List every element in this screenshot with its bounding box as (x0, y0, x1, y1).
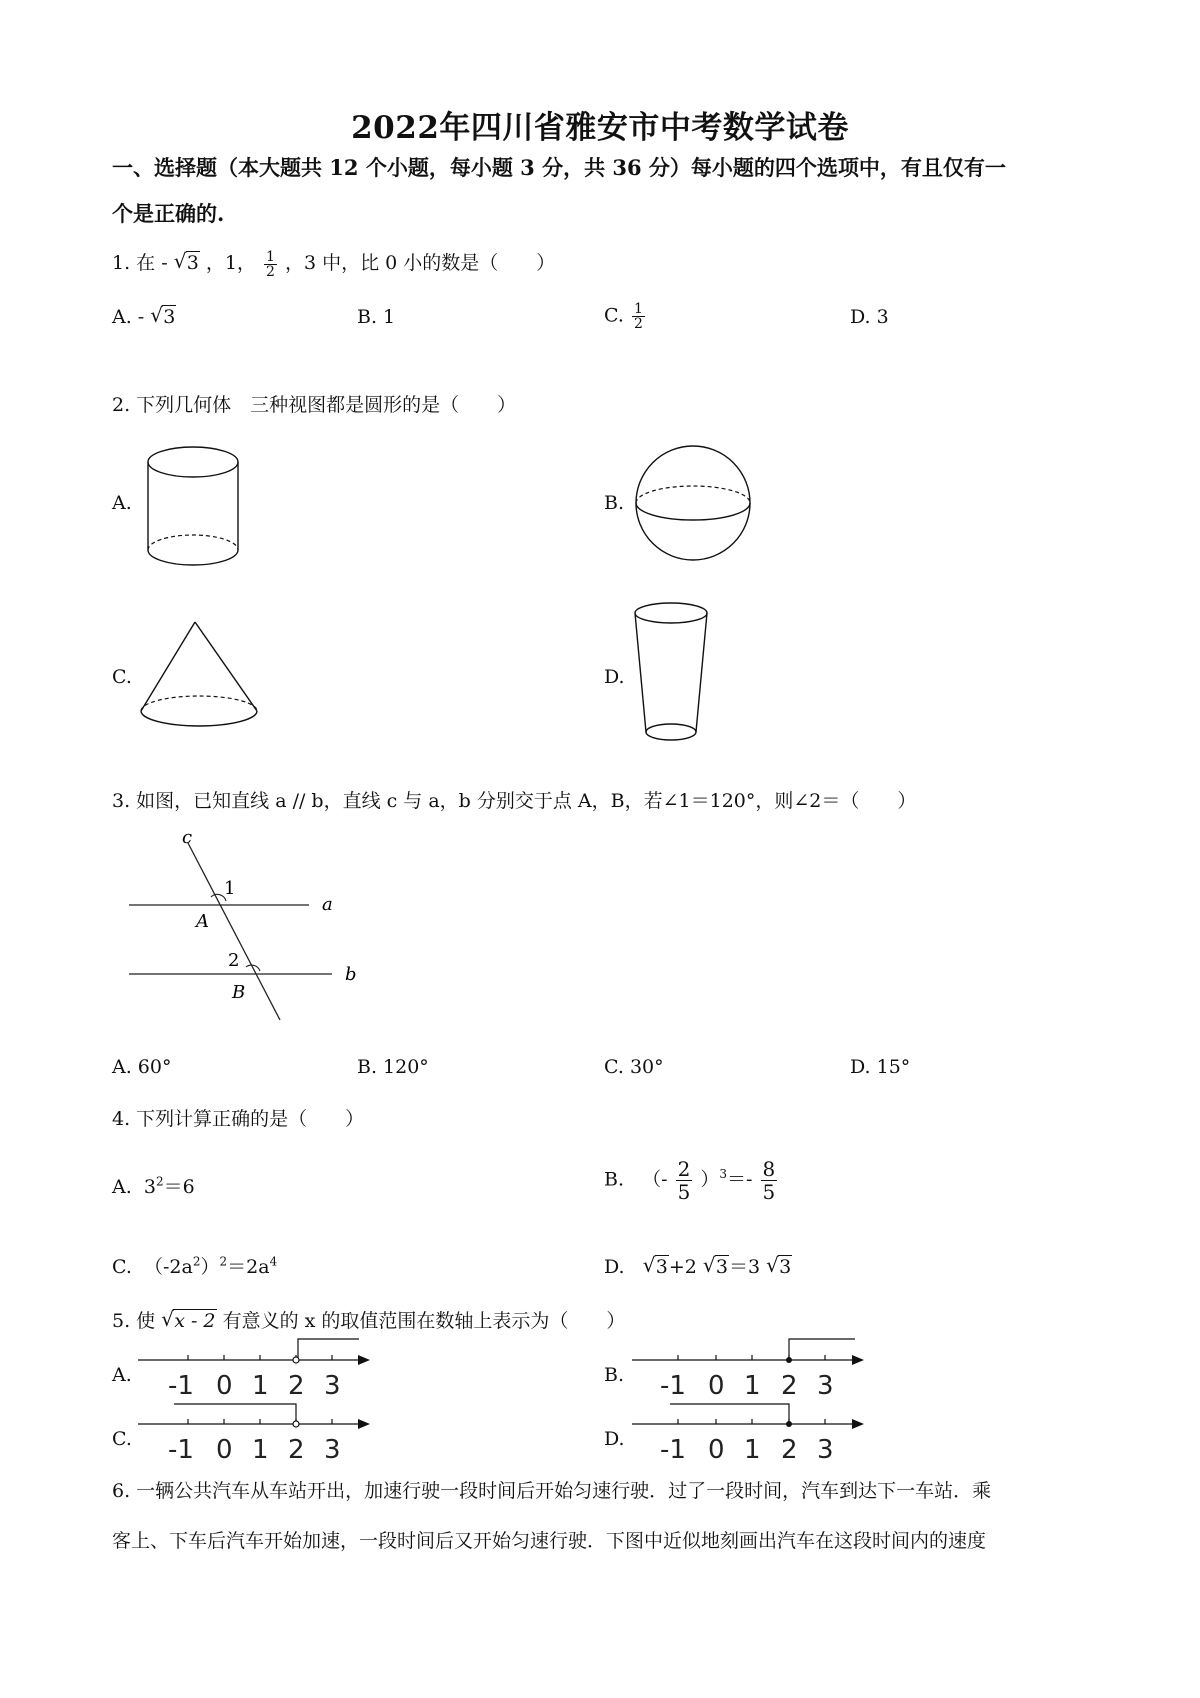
q4-option-d (604, 1252, 792, 1279)
tick-label: -1 (660, 1371, 686, 1401)
q4-option-d-sqrt-1: √ 3 (642, 1253, 668, 1278)
tick-label: 0 (708, 1371, 725, 1401)
q1-text-post: ，3 中，比 0 小的数是（ ） (284, 252, 556, 274)
q1-option-c-num: 1 (633, 301, 643, 317)
q1-option-c-fraction (632, 302, 645, 331)
tick-label: 1 (252, 1435, 269, 1465)
cylinder-figure (140, 440, 250, 570)
cup-figure (630, 598, 720, 753)
q4-option-c-eq: ＝2a (227, 1256, 270, 1278)
tick-label: 1 (744, 1371, 761, 1401)
tick-label: 3 (817, 1435, 834, 1465)
q4-option-b-num: 2 (677, 1157, 691, 1181)
q4-option-b-exp: 3 (719, 1167, 728, 1182)
tick-label: 0 (216, 1371, 233, 1401)
q4-option-a-rest: ＝6 (163, 1176, 195, 1198)
section-heading-line2: 个是正确的. (112, 201, 225, 226)
tick-label: -1 (660, 1435, 686, 1465)
tick-label: 2 (288, 1371, 305, 1401)
q1-radicand: 3 (186, 252, 199, 274)
q1-option-a-sqrt: √ 3 (150, 303, 176, 328)
q1-fraction-num: 1 (265, 248, 275, 265)
q4-option-d-rad-3: 3 (779, 1256, 792, 1278)
question-4: 4. 下列计算正确的是（ ） (112, 1108, 365, 1130)
q4-option-b-pre: （- (642, 1168, 668, 1191)
q4-option-d-rad-1: 3 (655, 1256, 668, 1278)
q1-option-b: B. 1 (357, 306, 396, 328)
tick-label: 2 (781, 1371, 798, 1401)
q4-option-c-e3: 4 (269, 1254, 278, 1269)
point-a-label: A (196, 911, 209, 932)
tick-label: -1 (168, 1371, 194, 1401)
tick-label: 2 (288, 1435, 305, 1465)
q4-option-d-sqrt-2: √ 3 (702, 1253, 728, 1278)
number-line-d (630, 1400, 870, 1466)
tick-label: 3 (324, 1371, 341, 1401)
q4-option-c-e2: 2 (219, 1254, 228, 1269)
point-b-label: B (232, 982, 246, 1003)
q3-option-b: B. 120° (357, 1056, 429, 1078)
q1-text-pre: 1. 在 - (112, 252, 168, 274)
line-b-label: b (345, 964, 357, 985)
q1-sqrt: √ 3 (173, 249, 199, 274)
q2-option-c: C. (112, 666, 132, 688)
tick-label: 3 (817, 1371, 834, 1401)
tick-label: 1 (252, 1371, 269, 1401)
number-line-a (136, 1336, 376, 1402)
page-title: 2022年四川省雅安市中考数学试卷 (351, 110, 849, 146)
q3-option-d: D. 15° (850, 1056, 911, 1078)
q4-option-d-label: D. (604, 1256, 625, 1278)
tick-label: 0 (216, 1435, 233, 1465)
q4-option-a-exp: 2 (155, 1174, 164, 1189)
question-1 (112, 248, 555, 279)
q1-text-mid: ，1， (205, 252, 256, 274)
q1-option-d: D. 3 (850, 306, 889, 328)
q4-option-a (112, 1172, 195, 1199)
q5-sqrt: √ x - 2 (161, 1307, 216, 1332)
q4-option-d-t1: +2 (668, 1256, 697, 1278)
q4-option-d-t2: ＝3 (728, 1256, 761, 1278)
q1-option-a (112, 303, 176, 328)
parallel-lines-figure (110, 826, 380, 1026)
q4-option-b-rnum: 8 (762, 1157, 776, 1181)
q1-fraction (264, 250, 277, 279)
tick-label: 0 (708, 1435, 725, 1465)
line-c-label: c (182, 827, 193, 848)
tick-label: 2 (781, 1435, 798, 1465)
q1-option-c-den: 2 (633, 316, 643, 332)
section-heading-line1: 一、选择题（本大题共 12 个小题，每小题 3 分，共 36 分）每小题的四个选项中，有且仅有一 (112, 155, 1006, 180)
q1-fraction-den: 2 (265, 263, 275, 280)
q2-option-a: A. (112, 492, 132, 514)
q4-option-c-e1: 2 (192, 1254, 201, 1269)
question-5 (112, 1306, 625, 1333)
q4-option-b-fraction (676, 1158, 693, 1203)
question-6-line1: 6. 一辆公共汽车从车站开出，加速行驶一段时间后开始匀速行驶．过了一段时间，汽车到达下一车站．乘 (112, 1480, 992, 1502)
q4-option-b-rden: 5 (762, 1180, 776, 1204)
q4-option-b (604, 1158, 779, 1203)
q4-option-c-label: C. (112, 1256, 132, 1278)
q4-option-b-eq: ＝- (727, 1168, 753, 1191)
sphere-figure (630, 440, 760, 570)
q4-option-c (112, 1252, 277, 1279)
q4-option-b-den: 5 (677, 1180, 691, 1204)
q1-option-c-label: C. (604, 304, 624, 327)
q4-option-b-result-fraction (761, 1158, 778, 1203)
tick-label: -1 (168, 1435, 194, 1465)
q5-radicand: x - 2 (174, 1310, 216, 1332)
q4-option-d-sqrt-3: √ 3 (766, 1253, 792, 1278)
q4-option-c-pre: （-2a (144, 1256, 193, 1278)
q4-option-c-mid: ） (200, 1256, 220, 1278)
line-a-label: a (322, 894, 333, 915)
question-3: 3. 如图，已知直线 a // b，直线 c 与 a，b 分别交于点 A，B，若∠1＝120°，则∠2＝（ ） (112, 790, 917, 812)
q4-option-a-label: A. (112, 1176, 132, 1198)
question-6-line2: 客上、下车后汽车开始加速，一段时间后又开始匀速行驶．下图中近似地刻画出汽车在这段时间内的速度 (112, 1530, 987, 1552)
cone-figure (136, 618, 266, 743)
q5-option-b: B. (604, 1364, 625, 1386)
q4-option-d-rad-2: 3 (715, 1256, 728, 1278)
question-2: 2. 下列几何体 三种视图都是圆形的是（ ） (112, 394, 517, 416)
q4-option-a-base: 3 (143, 1176, 156, 1198)
q3-option-c: C. 30° (604, 1056, 664, 1078)
q5-option-a: A. (112, 1364, 132, 1386)
number-line-b (630, 1336, 870, 1402)
q3-option-a: A. 60° (112, 1056, 172, 1078)
angle-1-label: 1 (224, 878, 236, 899)
q5-text-pre: 5. 使 (112, 1310, 156, 1332)
q4-option-b-label: B. (604, 1168, 625, 1191)
number-line-c (136, 1400, 376, 1466)
q1-option-a-radicand: 3 (163, 306, 176, 328)
q4-option-b-mid: ） (700, 1168, 720, 1191)
q1-option-c (604, 302, 647, 331)
tick-label: 3 (324, 1435, 341, 1465)
q5-option-c: C. (112, 1428, 132, 1450)
q2-option-b: B. (604, 492, 625, 514)
q1-option-a-label: A. - (112, 306, 145, 328)
q5-text-post: 有意义的 x 的取值范围在数轴上表示为（ ） (222, 1310, 626, 1332)
tick-label: 1 (744, 1435, 761, 1465)
angle-2-label: 2 (228, 950, 240, 971)
q2-option-d: D. (604, 666, 625, 688)
q5-option-d: D. (604, 1428, 625, 1450)
